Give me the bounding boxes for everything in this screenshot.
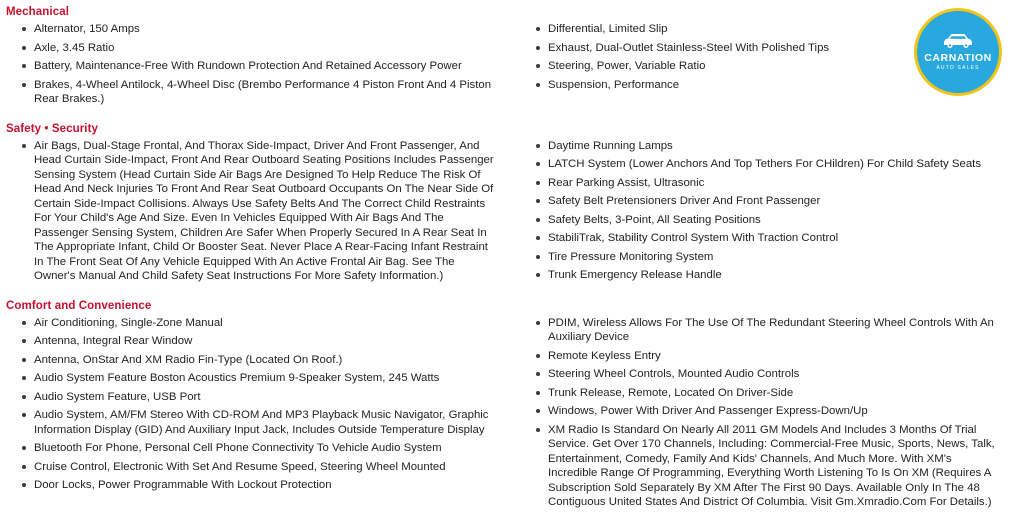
feature-list (12, 316, 502, 493)
list-item: Safety Belts, 3-Point, All Seating Positions (548, 213, 1004, 228)
list-item: Axle, 3.45 Ratio (34, 41, 502, 56)
list-item: Safety Belt Pretensioners Driver And Front Passenger (548, 194, 1004, 209)
list-item: Tire Pressure Monitoring System (548, 250, 1004, 265)
list-item: Alternator, 150 Amps (34, 22, 502, 37)
section-comfort-and-convenience (0, 294, 1024, 514)
list-item: LATCH System (Lower Anchors And Top Tethers For CHildren) For Child Safety Seats (548, 157, 1004, 172)
list-item: Daytime Running Lamps (548, 139, 1004, 154)
list-item: Cruise Control, Electronic With Set And Resume Speed, Steering Wheel Mounted (34, 460, 502, 475)
logo-brand-text: CARNATION (924, 52, 992, 64)
list-item: Door Locks, Power Programmable With Lockout Protection (34, 478, 502, 493)
feature-list (12, 22, 502, 107)
mechanical-right-column (512, 22, 1024, 111)
list-item: Battery, Maintenance-Free With Rundown Protection And Retained Accessory Power (34, 59, 502, 74)
feature-list (526, 316, 1004, 510)
list-item: Steering, Power, Variable Ratio (548, 59, 1004, 74)
list-item: PDIM, Wireless Allows For The Use Of The Redundant Steering Wheel Controls With An Auxiliary Device (548, 316, 1004, 345)
comfort-left-column (0, 316, 512, 514)
list-item: Air Conditioning, Single-Zone Manual (34, 316, 502, 331)
section-title-safety-security: Safety • Security (6, 122, 99, 135)
section-title-comfort-and-convenience: Comfort and Convenience (6, 299, 152, 312)
list-item: Antenna, Integral Rear Window (34, 334, 502, 349)
list-item: Differential, Limited Slip (548, 22, 1004, 37)
safety-left-column (0, 139, 512, 288)
list-item: Remote Keyless Entry (548, 349, 1004, 364)
feature-list (526, 22, 1004, 92)
section-safety-security (0, 117, 1024, 288)
comfort-right-column (512, 316, 1024, 514)
section-title-mechanical: Mechanical (6, 6, 69, 18)
list-item: Bluetooth For Phone, Personal Cell Phone Connectivity To Vehicle Audio System (34, 441, 502, 456)
list-item: StabiliTrak, Stability Control System With Traction Control (548, 231, 1004, 246)
list-item: Antenna, OnStar And XM Radio Fin-Type (Located On Roof.) (34, 353, 502, 368)
list-item: Steering Wheel Controls, Mounted Audio Controls (548, 367, 1004, 382)
logo-sub-text: AUTO SALES (936, 65, 980, 71)
list-item: Trunk Release, Remote, Located On Driver-Side (548, 386, 1004, 401)
mechanical-left-column (0, 22, 512, 111)
list-item: Rear Parking Assist, Ultrasonic (548, 176, 1004, 191)
list-item: Exhaust, Dual-Outlet Stainless-Steel With Polished Tips (548, 41, 1004, 56)
list-item: Brakes, 4-Wheel Antilock, 4-Wheel Disc (Brembo Performance 4 Piston Front And 4 Piston Rear Brakes.) (34, 78, 502, 107)
list-item: Windows, Power With Driver And Passenger Express-Down/Up (548, 404, 1004, 419)
section-mechanical (0, 0, 1024, 111)
list-item: Air Bags, Dual-Stage Frontal, And Thorax Side-Impact, Driver And Front Passenger, And Head Curtain Side-Impact, Front And Rear Outboard Seating Positions Includes Passenger Sensing System (Head Curtain Side Air Bags Are Designed To Help Reduce The Risk Of Head And Neck Injuries To Front And Rear Seat Outboard Occupants On The Near Side Of Certain Side-Impact Collisions. Always Use Safety Belts And The Correct Child Restraints For Your Child's Age And Size. Even In Vehicles Equipped With Air Bags And The Passenger Sensing System, Children Are Safer When Properly Secured In A Rear Seat In The Appropriate Infant, Child Or Booster Seat. Never Place A Rear-Facing Infant Restraint In The Front Seat Of Any Vehicle Equipped With An Active Frontal Air Bag. See The Owner's Manual And Child Safety Seat Instructions For More Safety Information.) (34, 139, 498, 284)
list-item: Audio System, AM/FM Stereo With CD-ROM And MP3 Playback Music Navigator, Graphic Information Display (GID) And Auxiliary Input Jack, Includes Outside Temperature Display (34, 408, 502, 437)
list-item: Suspension, Performance (548, 78, 1004, 93)
list-item: Audio System Feature Boston Acoustics Premium 9-Speaker System, 245 Watts (34, 371, 502, 386)
list-item: Audio System Feature, USB Port (34, 390, 502, 405)
feature-list (526, 139, 1004, 283)
feature-list (12, 139, 498, 284)
list-item: XM Radio Is Standard On Nearly All 2011 GM Models And Includes 3 Months Of Trial Service. Get Over 170 Channels, Including: Commercial-Free Music, Sports, News, Talk, Entertainment, Comedy, Family And Kids' Channels, And Much More. With XM's Incredible Range Of Programming, Everything Worth Listening To Is On XM (Requires A Subscription Sold Separately By XM After The First 90 Days. Available Only In The 48 Contiguous United States And District Of Columbia. Visit Gm.Xmradio.Com For Details.) (548, 423, 1004, 510)
mechanical-columns (0, 22, 1024, 111)
safety-columns (0, 139, 1024, 288)
comfort-columns (0, 316, 1024, 514)
safety-right-column (512, 139, 1024, 288)
list-item: Trunk Emergency Release Handle (548, 268, 1004, 283)
